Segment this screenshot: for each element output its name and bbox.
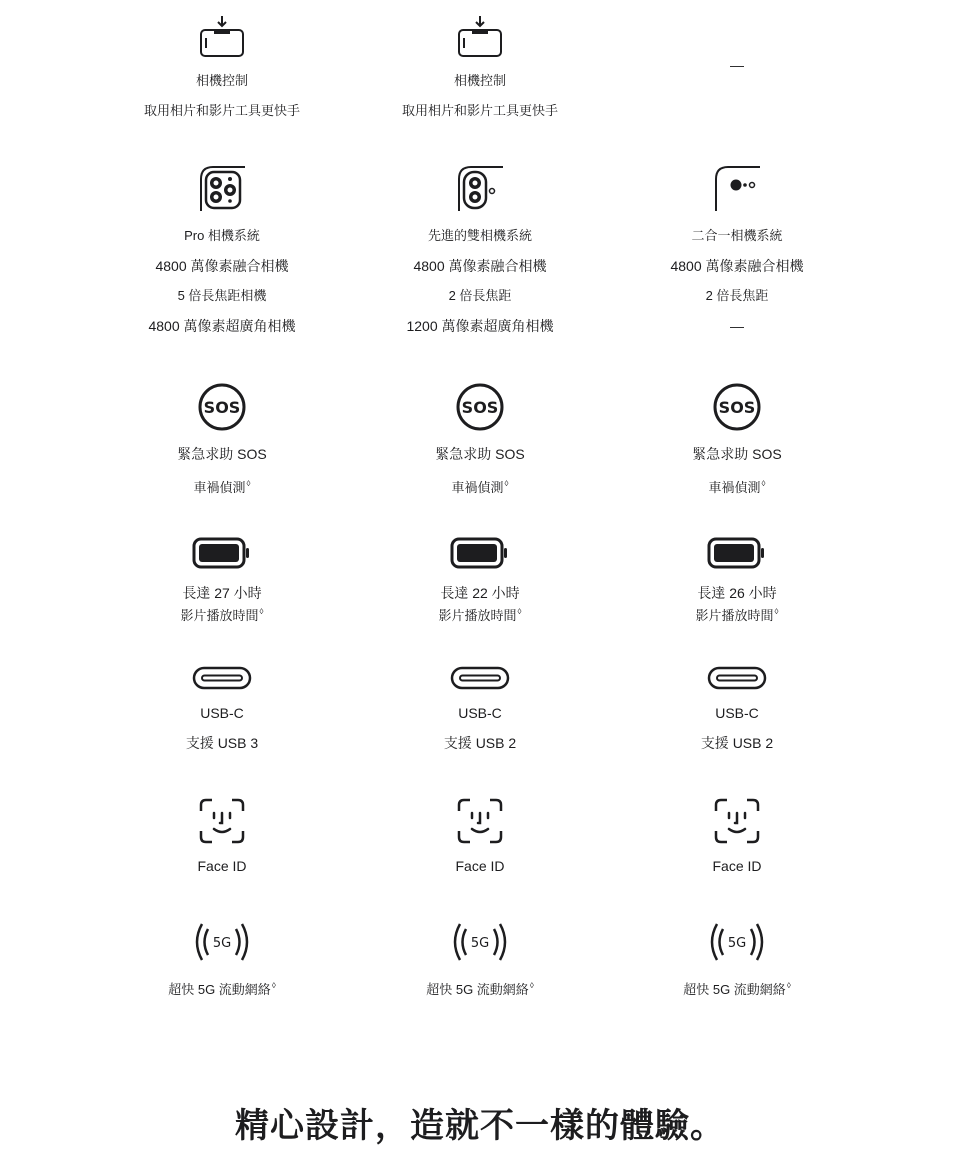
usb-title: USB‑C [458, 705, 502, 721]
camera-system-line-3: 2 倍長焦距 [705, 288, 769, 303]
single-camera-icon [587, 163, 887, 213]
camera-system-line-3: 2 倍長焦距 [448, 288, 512, 303]
camera-system-line-2: 4800 萬像素融合相機 [155, 258, 289, 274]
footnote-mark: ◊ [246, 479, 251, 488]
battery-line-1: 長達 26 小時 [697, 585, 777, 601]
svg-text:5G: 5G [727, 936, 747, 951]
battery-icon [72, 537, 372, 569]
triple-camera-icon [72, 163, 372, 213]
camera-control-subtitle: 取用相片和影片工具更快手 [401, 103, 558, 118]
usb-subtitle: 支援 USB 3 [185, 735, 259, 751]
face-id-title: Face ID [197, 858, 247, 874]
sos-icon [587, 382, 887, 432]
footnote-mark: ◊ [271, 981, 276, 990]
camera-system-line-1: 先進的雙相機系統 [427, 228, 532, 243]
section-headline: 精心設計，造就不一樣的體驗。 [235, 1107, 725, 1145]
battery-line-1: 長達 27 小時 [182, 585, 262, 601]
battery-line-2: 影片播放時間◊ [180, 607, 264, 623]
svg-text:SOS: SOS [461, 398, 499, 417]
camera-system-line-2: 4800 萬像素融合相機 [670, 258, 804, 274]
usb-c-icon [330, 666, 630, 690]
sos-icon [330, 382, 630, 432]
camera-system-line-4: — [730, 318, 744, 334]
camera-system-line-3: 5 倍長焦距相機 [177, 288, 267, 303]
sos-subtitle: 車禍偵測◊ [451, 479, 509, 495]
usb-title: USB‑C [715, 705, 759, 721]
camera-control-unavailable: — [730, 57, 744, 73]
5g-network-icon [72, 920, 372, 964]
usb-subtitle: 支援 USB 2 [443, 735, 517, 751]
battery-line-1: 長達 22 小時 [440, 585, 520, 601]
camera-control-icon [330, 16, 630, 58]
sos-title: 緊急求助 SOS [692, 446, 782, 462]
battery-icon [587, 537, 887, 569]
5g-network-icon [330, 920, 630, 964]
svg-text:SOS: SOS [203, 398, 241, 417]
sos-subtitle: 車禍偵測◊ [708, 479, 766, 495]
footnote-mark: ◊ [774, 607, 779, 616]
camera-system-line-4: 4800 萬像素超廣角相機 [148, 318, 296, 334]
camera-control-title: 相機控制 [453, 73, 506, 88]
camera-system-line-4: 1200 萬像素超廣角相機 [406, 318, 554, 334]
network-title: 超快 5G 流動網絡◊ [426, 981, 534, 997]
camera-control-subtitle: 取用相片和影片工具更快手 [143, 103, 300, 118]
usb-c-icon [587, 666, 887, 690]
camera-system-line-1: 二合一相機系統 [691, 228, 783, 243]
sos-title: 緊急求助 SOS [177, 446, 267, 462]
usb-c-icon [72, 666, 372, 690]
footnote-mark: ◊ [517, 607, 522, 616]
network-title: 超快 5G 流動網絡◊ [683, 981, 791, 997]
face-id-icon [72, 797, 372, 845]
svg-text:5G: 5G [470, 936, 490, 951]
usb-title: USB‑C [200, 705, 244, 721]
camera-control-icon [72, 16, 372, 58]
face-id-title: Face ID [455, 858, 505, 874]
face-id-icon [330, 797, 630, 845]
battery-line-2: 影片播放時間◊ [695, 607, 779, 623]
footnote-mark: ◊ [504, 479, 509, 488]
footnote-mark: ◊ [761, 479, 766, 488]
face-id-title: Face ID [712, 858, 762, 874]
usb-subtitle: 支援 USB 2 [700, 735, 774, 751]
camera-system-line-2: 4800 萬像素融合相機 [413, 258, 547, 274]
sos-title: 緊急求助 SOS [435, 446, 525, 462]
footnote-mark: ◊ [259, 607, 264, 616]
dual-camera-icon [330, 163, 630, 213]
network-title: 超快 5G 流動網絡◊ [168, 981, 276, 997]
sos-icon [72, 382, 372, 432]
footnote-mark: ◊ [786, 981, 791, 990]
camera-control-title: 相機控制 [195, 73, 248, 88]
battery-line-2: 影片播放時間◊ [438, 607, 522, 623]
sos-subtitle: 車禍偵測◊ [193, 479, 251, 495]
svg-text:SOS: SOS [718, 398, 756, 417]
5g-network-icon [587, 920, 887, 964]
battery-icon [330, 537, 630, 569]
face-id-icon [587, 797, 887, 845]
camera-system-line-1: Pro 相機系統 [184, 228, 260, 243]
svg-text:5G: 5G [212, 936, 232, 951]
footnote-mark: ◊ [529, 981, 534, 990]
